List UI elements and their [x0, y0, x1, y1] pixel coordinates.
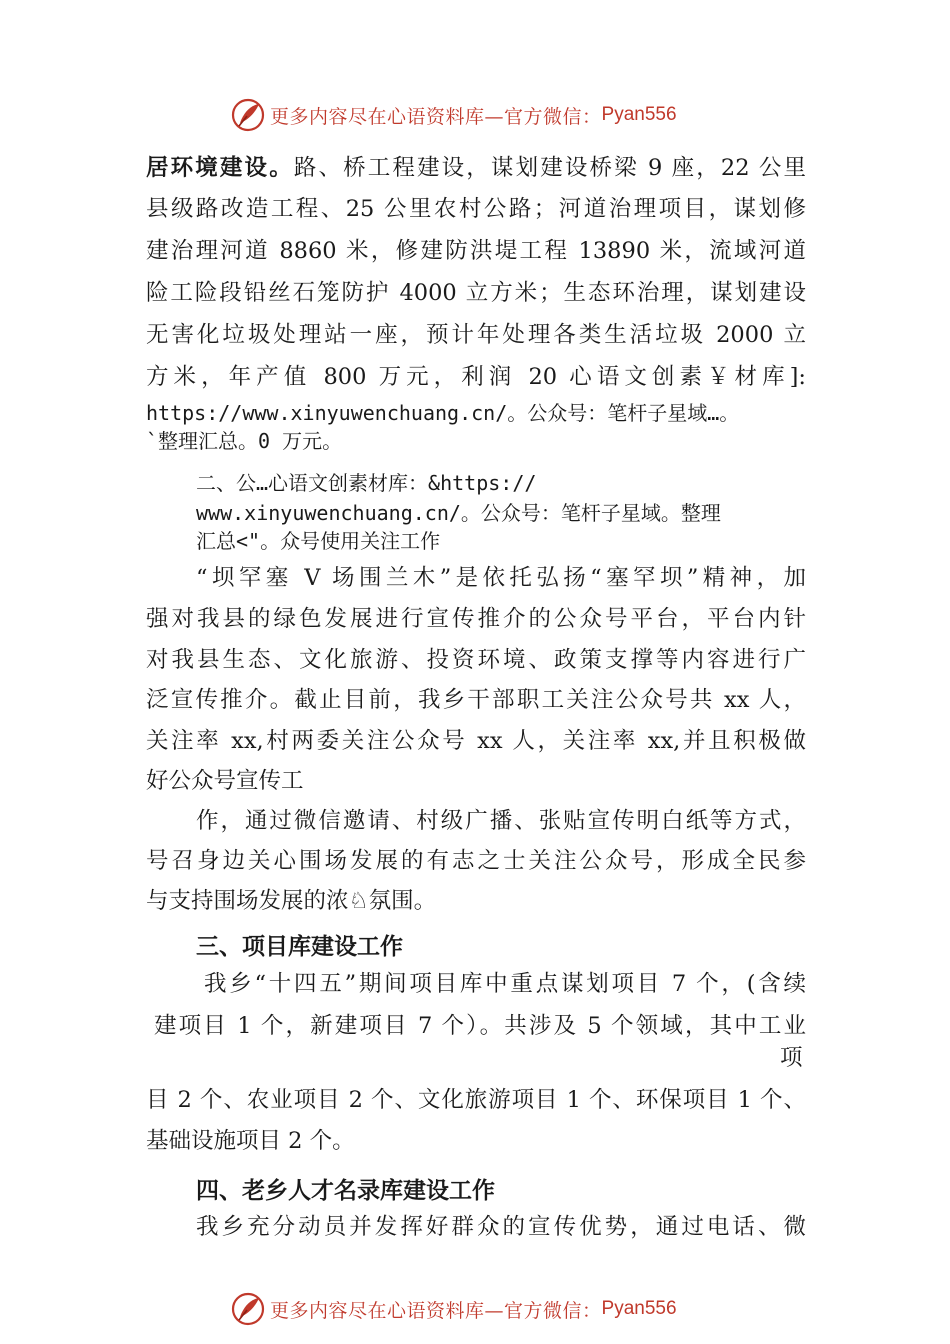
watermark-wechat-id: Pyan556 — [601, 104, 677, 125]
watermark-wechat-id: Pyan556 — [601, 1298, 677, 1319]
garbled-line: www.xinyuwenchuang.cn/。公众号：笔杆子星域。整理 — [196, 501, 721, 525]
footer-watermark — [230, 1291, 750, 1327]
paragraph-line: 县级路改造工程、25 公里农村公路；河道治理项目，谋划修 — [146, 196, 806, 222]
paragraph-line: 居环境建设。路、桥工程建设，谋划建设桥梁 9 座，22 公里 — [146, 155, 806, 181]
feather-logo-icon — [230, 1291, 266, 1327]
paragraph-line: 对我县生态、文化旅游、投资环境、政策支撑等内容进行广 — [146, 647, 806, 673]
watermark-text: 更多内容尽在心语资料库—官方微信： — [270, 1299, 602, 1322]
paragraph-line: 无害化垃圾处理站一座，预计年处理各类生活垃圾 2000 立 — [146, 322, 806, 348]
paragraph-line: 关注率 xx,村两委关注公众号 xx 人，关注率 xx,并且积极做 — [146, 728, 806, 754]
paragraph-line: 建项目 1 个，新建项目 7 个）。共涉及 5 个领域，其中工业 — [154, 1013, 806, 1039]
paragraph-line: 号召身边关心围场发展的有志之士关注公众号，形成全民参 — [146, 848, 806, 874]
paragraph-line: 与支持围场发展的浓♘氛围。 — [146, 888, 437, 914]
feather-logo-icon — [230, 97, 266, 133]
paragraph-line: “坝罕塞 V 场围兰木”是依托弘扬“塞罕坝”精神，加 — [196, 565, 806, 591]
paragraph-line: 建治理河道 8860 米，修建防洪堤工程 13890 米，流域河道 — [146, 238, 806, 264]
paragraph-line: 目 2 个、农业项目 2 个、文化旅游项目 1 个、环保项目 1 个、 — [146, 1087, 806, 1113]
garbled-line: 二、公…心语文创素材库：&https:// — [196, 471, 537, 495]
paragraph-line: 方米，年产值 800 万元，利润 20 心语文创素￥材库]: — [146, 364, 806, 390]
garbled-line: `整理汇总。0 万元。 — [146, 429, 343, 453]
garbled-line: 汇总<"。众号使用关注工作 — [196, 529, 441, 553]
garbled-line: https://www.xinyuwenchuang.cn/。公众号：笔杆子星域…。 — [146, 401, 740, 425]
paragraph-line: 我乡“十四五”期间项目库中重点谋划项目 7 个，(含续 — [204, 971, 806, 997]
paragraph-line: 险工险段铅丝石笼防护 4000 立方米；生态环治理，谋划建设 — [146, 280, 806, 306]
watermark-text: 更多内容尽在心语资料库—官方微信： — [270, 105, 602, 128]
paragraph-line: 基础设施项目 2 个。 — [146, 1128, 355, 1154]
paragraph-line: 我乡充分动员并发挥好群众的宣传优势，通过电话、微 — [196, 1214, 806, 1240]
header-watermark — [230, 97, 750, 133]
paragraph-line: 作，通过微信邀请、村级广播、张贴宣传明白纸等方式， — [196, 808, 806, 834]
paragraph-line: 泛宣传推介。截止目前，我乡干部职工关注公众号共 xx 人， — [146, 687, 806, 713]
section-heading: 四、老乡人才名录库建设工作 — [196, 1178, 495, 1204]
paragraph-line: 好公众号宣传工 — [146, 768, 304, 794]
paragraph-line: 强对我县的绿色发展进行宣传推介的公众号平台，平台内针 — [146, 606, 806, 632]
section-heading: 三、项目库建设工作 — [196, 934, 403, 960]
paragraph-line: 项 — [780, 1045, 803, 1071]
inline-heading: 居环境建设。 — [146, 155, 294, 181]
